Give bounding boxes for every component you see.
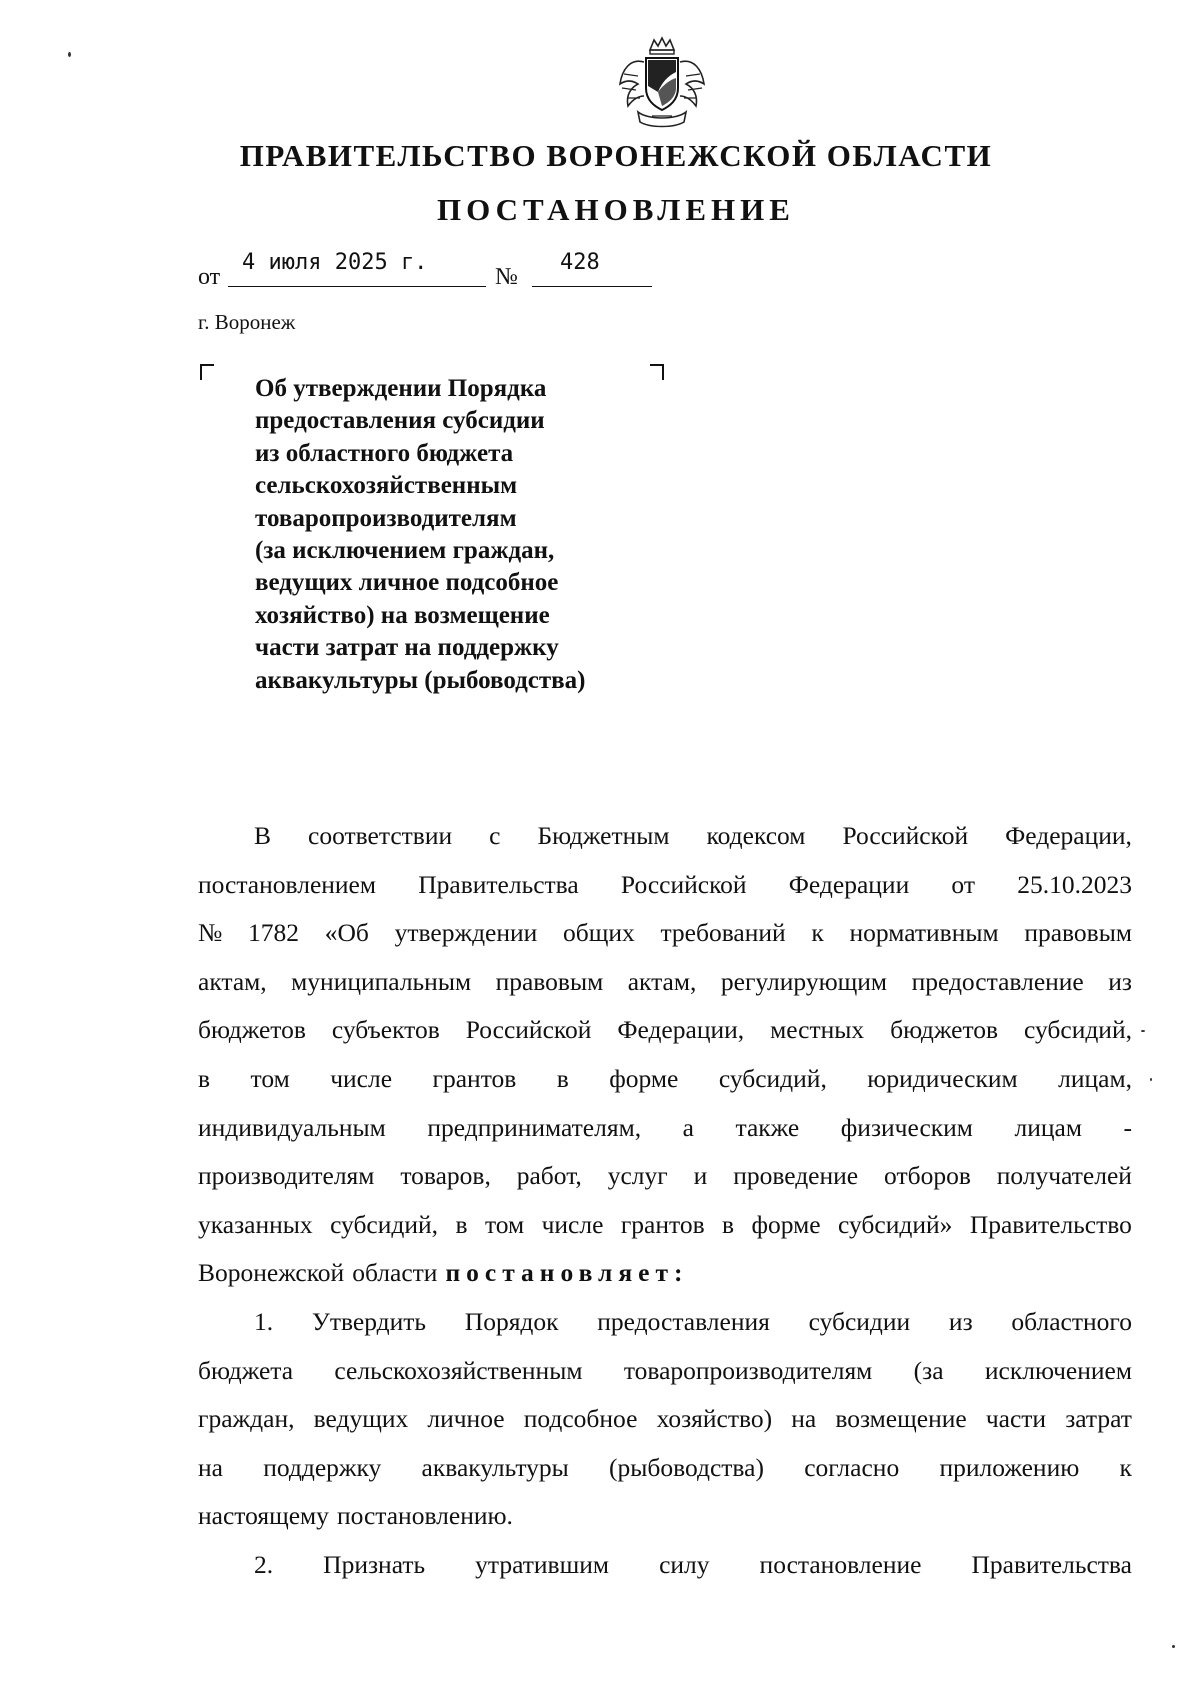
body-word: работ, (516, 1161, 582, 1191)
body-line (198, 1444, 1132, 1493)
body-word: соответствии (308, 821, 453, 850)
body-word: 1782 (248, 918, 300, 948)
body-word: физическим (840, 1112, 973, 1142)
subject-line: аквакультуры (рыбоводства) (255, 666, 586, 694)
body-word: силу (659, 1549, 710, 1579)
body-word: а (682, 1112, 694, 1142)
body-word: грантов (432, 1063, 517, 1093)
body-word: Порядок (464, 1306, 559, 1336)
body-word: из (1108, 966, 1132, 996)
body-word: том (484, 1209, 525, 1239)
body-word: затрат (1065, 1404, 1132, 1434)
date-underline (228, 286, 486, 287)
body-line (198, 1492, 1132, 1541)
body-word: от (951, 869, 975, 899)
body-line (198, 861, 1132, 910)
body-word: числе (330, 1063, 393, 1093)
body-word: № (198, 918, 223, 948)
body-word: к (1119, 1452, 1132, 1482)
body-word: ведущих (313, 1404, 409, 1434)
body-word: 2. (254, 1549, 274, 1579)
body-word: Российской (620, 869, 747, 899)
subject-corner-left (200, 364, 214, 380)
body-word: части (985, 1404, 1047, 1434)
body-word: получателей (996, 1161, 1132, 1191)
body-line (198, 1541, 1132, 1590)
body-word: кодексом (706, 821, 806, 850)
body-word: форме (751, 1209, 821, 1239)
body-word: регулирующим (720, 966, 888, 996)
date-label: от (198, 264, 221, 290)
body-line (198, 909, 1132, 958)
body-word: в (722, 1209, 735, 1239)
organization-title: ПРАВИТЕЛЬСТВО ВОРОНЕЖСКОЙ ОБЛАСТИ (239, 138, 993, 173)
body-word: субсидий» (838, 1209, 953, 1239)
body-word: субсидий, (1024, 1015, 1132, 1045)
body-word: услуг (607, 1161, 668, 1191)
body-word: «Об (324, 918, 369, 948)
body-word: утратившим (475, 1549, 610, 1579)
body-word: лицам, (1058, 1063, 1132, 1093)
body-word: постановление (759, 1549, 922, 1579)
body-word: требований (660, 918, 786, 948)
city-name: г. Воронеж (198, 310, 296, 334)
scan-speck (1172, 1645, 1175, 1648)
body-line (198, 1347, 1132, 1396)
scan-speck (1141, 1030, 1145, 1032)
body-word: индивидуальным (198, 1112, 386, 1142)
body-line (198, 1055, 1132, 1104)
body-word: возмещение (835, 1404, 967, 1434)
body-word: в (556, 1063, 569, 1093)
number-value: 428 (560, 250, 600, 275)
body-word: утверждении (394, 918, 538, 948)
body-word: с (489, 821, 501, 850)
body-word: В (254, 821, 272, 850)
body-word: постановлением (198, 869, 377, 899)
body-word: нормативным (849, 918, 999, 948)
body-word: на (198, 1452, 223, 1482)
body-word: юридическим (867, 1063, 1018, 1093)
subject-line: ведущих личное подсобное (255, 569, 559, 597)
body-word: исключением (984, 1355, 1132, 1385)
body-word: предпринимателям, (427, 1112, 642, 1142)
body-word: правовым (1024, 918, 1132, 948)
subject-line: товаропроизводителям (255, 504, 517, 532)
body-word: субсидий, (330, 1209, 439, 1239)
subject-line: хозяйство) на возмещение (255, 601, 550, 629)
body-line (198, 1152, 1132, 1201)
body-word: из (948, 1306, 973, 1336)
body-word: Бюджетным (537, 821, 670, 850)
number-label: № (495, 264, 518, 290)
subject-line: (за исключением граждан, (255, 537, 555, 565)
body-word: указанных (198, 1209, 313, 1239)
body-word: отборов (884, 1161, 971, 1191)
body-word: граждан, (198, 1404, 295, 1434)
body-word: грантов (620, 1209, 705, 1239)
resolves-keyword: постановляет: (445, 1258, 689, 1288)
body-word: поддержку (263, 1452, 382, 1482)
body-word: области (352, 1258, 438, 1288)
subject-line: предоставления субсидии (255, 407, 545, 435)
body-word: местных (770, 1015, 865, 1045)
body-word: предоставления (597, 1306, 770, 1336)
body-word: числе (541, 1209, 604, 1239)
body-word: также (735, 1112, 800, 1142)
body-line (198, 1006, 1132, 1055)
body-word: товаропроизводителям (623, 1355, 873, 1385)
body-word: (рыбоводства) (609, 1452, 764, 1482)
document-type-title: ПОСТАНОВЛЕНИЕ (437, 192, 795, 227)
body-word: Федерации (788, 869, 910, 899)
subject-line: сельскохозяйственным (255, 472, 518, 500)
body-word: том (250, 1063, 290, 1093)
body-line (198, 1201, 1132, 1250)
body-word: общих (563, 918, 635, 948)
body-word: на (791, 1404, 817, 1434)
body-word: к (811, 918, 824, 948)
body-word: Признать (323, 1549, 426, 1579)
body-word: Федерации, (1005, 821, 1132, 850)
body-word: бюджетов (198, 1015, 306, 1045)
body-word: областного (1011, 1306, 1132, 1336)
body-line (198, 1395, 1132, 1444)
body-word: предоставление (911, 966, 1084, 996)
body-word: Федерации, (617, 1015, 745, 1045)
body-line (198, 1104, 1132, 1153)
body-word: Российской (842, 821, 969, 850)
body-word: (за (913, 1355, 944, 1385)
subject-line: части затрат на поддержку (255, 634, 559, 662)
body-word: подсобное (523, 1404, 638, 1434)
body-word: в (198, 1063, 211, 1093)
subject-line: Об утверждении Порядка (255, 375, 547, 402)
body-word: товаров, (400, 1161, 491, 1191)
body-word: лицам (1014, 1112, 1082, 1142)
body-word: 1. (254, 1306, 274, 1336)
body-word: муниципальным (291, 966, 472, 996)
body-word: бюджетов (890, 1015, 999, 1045)
body-word: актам, (198, 966, 267, 996)
scan-speck (1150, 1078, 1152, 1081)
body-word: - (1123, 1112, 1132, 1142)
body-word: Правительство (969, 1209, 1132, 1239)
body-word: аквакультуры (421, 1452, 569, 1482)
date-value: 4 июля 2025 г. (242, 250, 428, 275)
body-line (198, 812, 1132, 861)
body-word: 25.10.2023 (1017, 869, 1132, 899)
body-word: Правительства (418, 869, 579, 899)
body-word: сельскохозяйственным (334, 1355, 583, 1385)
body-word: настоящему (198, 1501, 329, 1531)
body-word: правовым (495, 966, 604, 996)
body-line (198, 1249, 1132, 1298)
body-word: Утвердить (311, 1306, 427, 1336)
body-word: Российской (465, 1015, 592, 1045)
body-word: и (693, 1161, 708, 1191)
scan-speck (68, 52, 71, 57)
voronezh-coat-of-arms-icon (612, 36, 712, 128)
body-word: хозяйство) (656, 1404, 773, 1434)
body-word: Воронежской (198, 1258, 345, 1288)
body-word: субсидии (808, 1306, 911, 1336)
body-word: приложению (939, 1452, 1080, 1482)
body-line (198, 1298, 1132, 1347)
body-word: Правительства (971, 1549, 1132, 1579)
subject-line: из областного бюджета (255, 439, 514, 467)
body-word: форме (609, 1063, 679, 1093)
body-word: в (455, 1209, 468, 1239)
body-line (198, 958, 1132, 1007)
body-word: производителям (198, 1161, 375, 1191)
date-number-line (198, 248, 658, 288)
body-word: проведение (733, 1161, 859, 1191)
number-underline (532, 286, 652, 287)
body-word: субсидий, (718, 1063, 827, 1093)
body-word: постановлению. (336, 1501, 513, 1531)
body-word: актам, (627, 966, 697, 996)
body-word: субъектов (331, 1015, 440, 1045)
body-word: бюджета (198, 1355, 294, 1385)
document-body (198, 812, 1132, 1590)
document-subject (255, 373, 675, 697)
body-word: согласно (804, 1452, 900, 1482)
body-word: личное (427, 1404, 505, 1434)
